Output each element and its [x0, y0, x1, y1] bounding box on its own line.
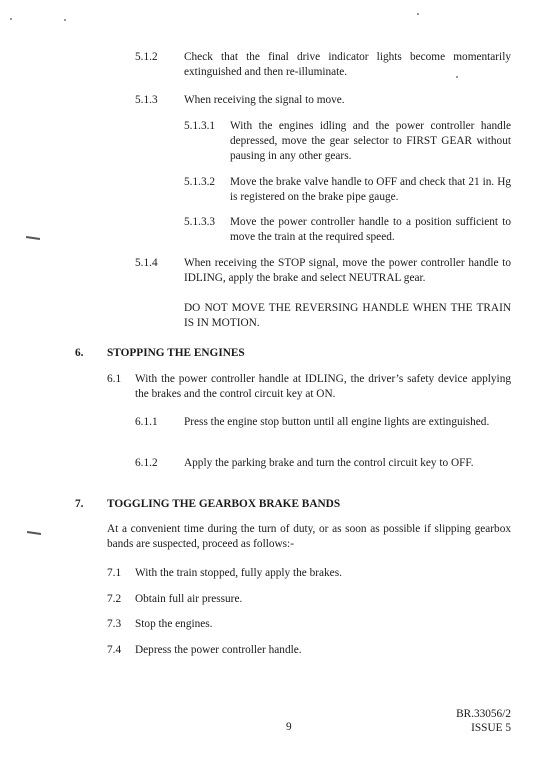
- section-number: 7.: [75, 498, 84, 510]
- item-text: Depress the power controller handle.: [135, 644, 302, 656]
- item-number: 6.1: [107, 373, 122, 385]
- item-text: Stop the engines.: [135, 618, 213, 630]
- page-number: 9: [286, 721, 292, 733]
- binding-mark: [27, 531, 41, 535]
- item-number: 7.1: [107, 567, 122, 579]
- section-number: 6.: [75, 347, 84, 359]
- item-text: When receiving the signal to move.: [184, 94, 345, 106]
- item-text: Move the brake valve handle to OFF and check that 21 in. Hg is registered on the brake pipe gauge.: [230, 176, 511, 203]
- item-number: 6.1.1: [135, 416, 158, 428]
- warning-note: DO NOT MOVE THE REVERSING HANDLE WHEN THE TRAIN IS IN MOTION.: [184, 302, 511, 329]
- item-number: 5.1.3.2: [184, 176, 216, 188]
- item-text: With the power controller handle at IDLING, the driver’s safety device applying the brakes and the control circuit key at ON.: [135, 373, 511, 400]
- item-text: When receiving the STOP signal, move the power controller handle to IDLING, apply the brake and select NEUTRAL gear.: [184, 257, 511, 284]
- item-text: With the engines idling and the power controller handle depressed, move the gear selector to FIRST GEAR without pausing in any other gears.: [230, 120, 511, 162]
- item-number: 5.1.2: [135, 51, 158, 63]
- item-number: 7.4: [107, 644, 122, 656]
- item-text: Apply the parking brake and turn the control circuit key to OFF.: [184, 457, 474, 469]
- item-text: Check that the final drive indicator lights become momentarily extinguished and then re-illuminate.: [184, 51, 511, 78]
- item-text: Move the power controller handle to a position sufficient to move the train at the required speed.: [230, 216, 511, 243]
- scan-speck: [417, 13, 419, 15]
- item-text: Press the engine stop button until all engine lights are extinguished.: [184, 416, 490, 428]
- document-reference: BR.33056/2: [456, 708, 511, 720]
- scan-speck: [10, 18, 12, 20]
- item-number: 5.1.4: [135, 257, 158, 269]
- item-number: 5.1.3.1: [184, 120, 216, 132]
- scan-speck: [64, 19, 66, 21]
- item-number: 5.1.3: [135, 94, 158, 106]
- item-number: 7.2: [107, 593, 122, 605]
- item-number: 5.1.3.3: [184, 216, 216, 228]
- binding-mark: [26, 236, 40, 240]
- issue-number: ISSUE 5: [471, 722, 511, 734]
- section-heading: STOPPING THE ENGINES: [107, 347, 245, 359]
- section-intro: At a convenient time during the turn of duty, or as soon as possible if slipping gearbox bands are suspected, proceed as follows:-: [107, 523, 511, 550]
- item-text: With the train stopped, fully apply the brakes.: [135, 567, 342, 579]
- item-text: Obtain full air pressure.: [135, 593, 243, 605]
- section-heading: TOGGLING THE GEARBOX BRAKE BANDS: [107, 498, 341, 510]
- item-number: 7.3: [107, 618, 122, 630]
- item-number: 6.1.2: [135, 457, 158, 469]
